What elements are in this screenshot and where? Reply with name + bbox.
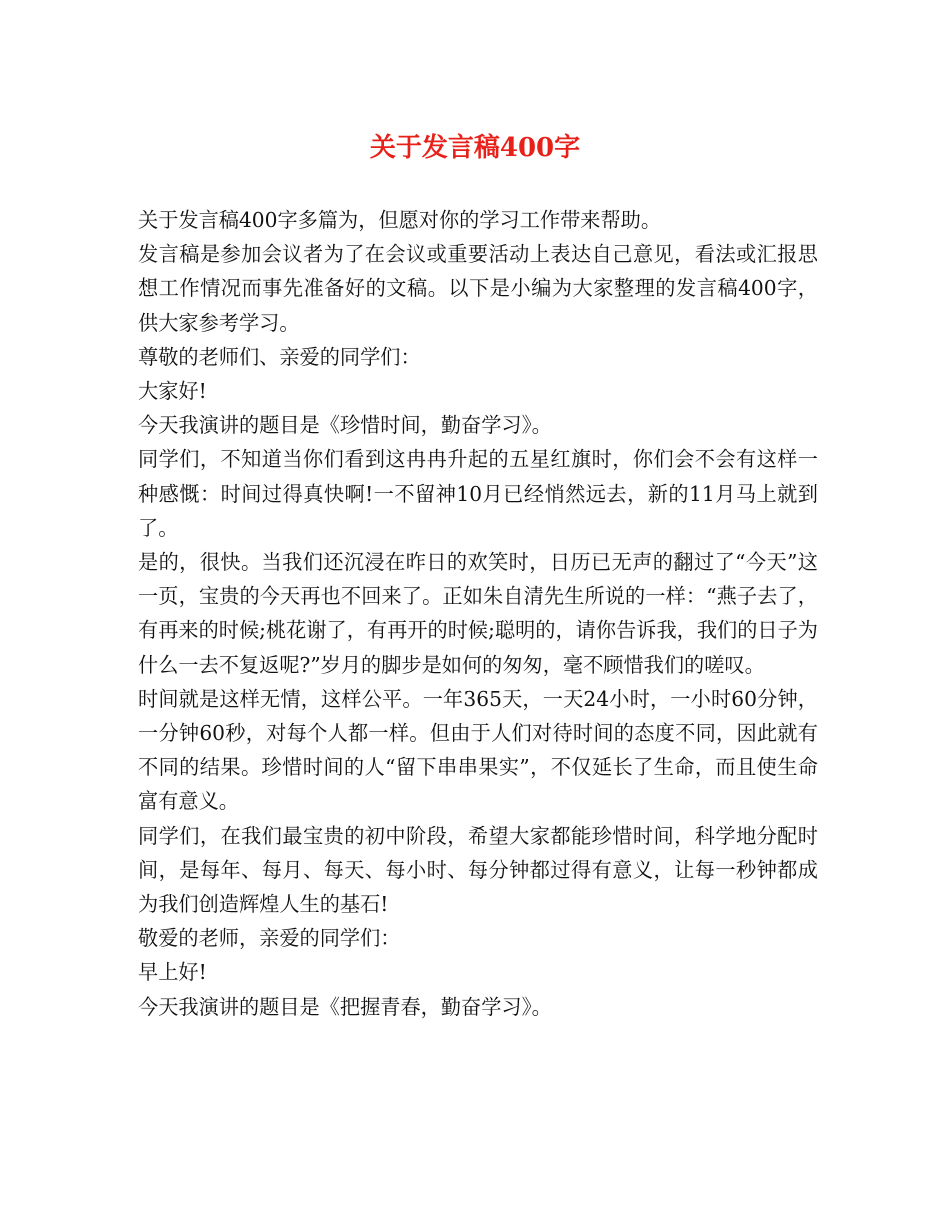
paragraph-greeting-2: 早上好! bbox=[138, 960, 207, 985]
document-title: 关于发言稿400字 bbox=[369, 133, 581, 163]
paragraph-definition: 发言稿是参加会议者为了在会议或重要活动上表达自己意见，看法或汇报思想工作情况而事先准备好的文稿。以下是小编为大家整理的发言稿400字，供大家参考学习。 bbox=[138, 242, 818, 335]
paragraph-body: 同学们，不知道当你们看到这冉冉升起的五星红旗时，你们会不会有这样一种感慨：时间过得真快啊!一不留神10月已经悄然远去，新的11月马上就到了。 bbox=[138, 447, 818, 540]
paragraph-salutation-2: 敬爱的老师，亲爱的同学们： bbox=[138, 926, 401, 951]
document-body bbox=[138, 203, 818, 1024]
paragraph-body: 是的，很快。当我们还沉浸在昨日的欢笑时，日历已无声的翻过了“今天”这一页，宝贵的今天再也不回来了。正如朱自清先生所说的一样：“燕子去了，有再来的时候;桃花谢了，有再开的时候;聪明的，请你告诉我，我们的日子为什么一去不复返呢?”岁月的脚步是如何的匆匆，毫不顾惜我们的嗟叹。 bbox=[138, 550, 818, 677]
paragraph-body: 时间就是这样无情，这样公平。一年365天，一天24小时，一小时60分钟，一分钟60秒，对每个人都一样。但由于人们对待时间的态度不同，因此就有不同的结果。珍惜时间的人“留下串串果实”，不仅延长了生命，而且使生命富有意义。 bbox=[138, 686, 818, 814]
paragraph-topic: 今天我演讲的题目是《珍惜时间，勤奋学习》。 bbox=[138, 413, 552, 438]
paragraph-intro: 关于发言稿400字多篇为，但愿对你的学习工作带来帮助。 bbox=[138, 208, 662, 232]
paragraph-salutation: 尊敬的老师们、亲爱的同学们： bbox=[138, 344, 421, 369]
paragraph-topic-2: 今天我演讲的题目是《把握青春，勤奋学习》。 bbox=[138, 994, 552, 1019]
paragraph-body: 同学们，在我们最宝贵的初中阶段，希望大家都能珍惜时间，科学地分配时间，是每年、每月、每天、每小时、每分钟都过得有意义，让每一秒钟都成为我们创造辉煌人生的基石! bbox=[138, 823, 818, 917]
paragraph-greeting: 大家好! bbox=[138, 379, 207, 404]
